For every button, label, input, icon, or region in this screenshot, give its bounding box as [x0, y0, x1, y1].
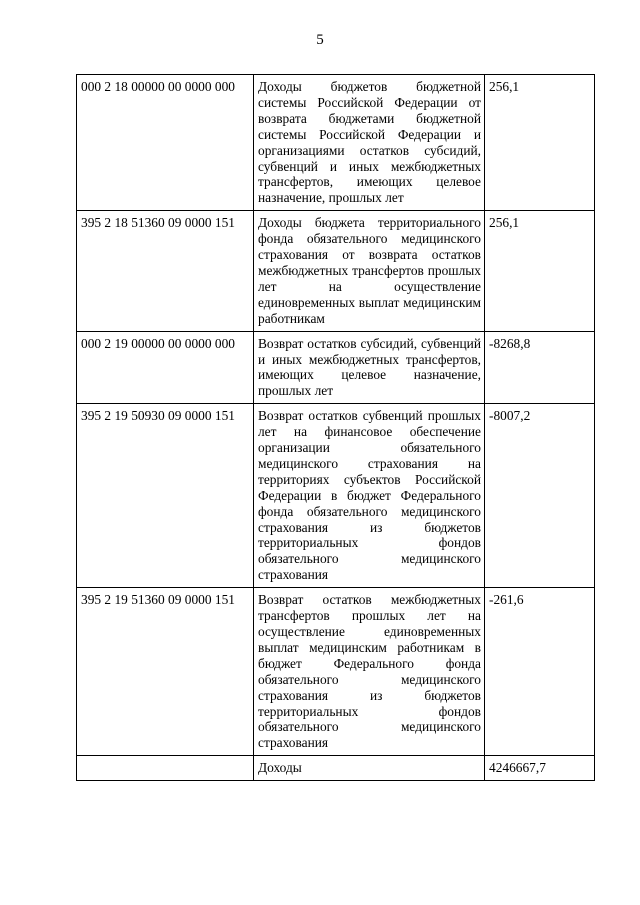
table-row — [77, 404, 595, 588]
budget-code: 000 2 19 00000 00 0000 000 — [77, 331, 254, 404]
budget-code — [77, 756, 254, 781]
budget-code: 000 2 18 00000 00 0000 000 — [77, 75, 254, 211]
table-row — [77, 331, 595, 404]
revenue-table — [76, 74, 595, 781]
revenue-name: Возврат остатков субсидий, субвенций и иных межбюджетных трансфертов, имеющих целевое назначение, прошлых лет — [254, 331, 485, 404]
revenue-name: Доходы бюджетов бюджетной системы Российской Федерации от возврата бюджетами бюджетной системы Российской Федерации и организациями остатков субсидий, субвенций и иных межбюджетных трансфертов, имеющих целевое назначение, прошлых лет — [254, 75, 485, 211]
amount: -261,6 — [485, 588, 595, 756]
page-number: 5 — [316, 32, 324, 48]
amount: 4246667,7 — [485, 756, 595, 781]
table-row — [77, 211, 595, 331]
table-row-total — [77, 756, 595, 781]
amount: 256,1 — [485, 75, 595, 211]
amount: -8007,2 — [485, 404, 595, 588]
table-row — [77, 75, 595, 211]
amount: 256,1 — [485, 211, 595, 331]
revenue-name: Возврат остатков межбюджетных трансфертов прошлых лет на осуществление единовременных выплат медицинским работникам в бюджет Федерального фонда обязательного медицинского страхования из бюджетов территориальных фондов обязательного медицинского страхования — [254, 588, 485, 756]
revenue-name: Доходы — [254, 756, 485, 781]
budget-code: 395 2 19 51360 09 0000 151 — [77, 588, 254, 756]
amount: -8268,8 — [485, 331, 595, 404]
revenue-name: Доходы бюджета территориального фонда обязательного медицинского страхования от возврата остатков межбюджетных трансфертов прошлых лет на осуществление единовременных выплат медицинским работникам — [254, 211, 485, 331]
table-row — [77, 588, 595, 756]
budget-code: 395 2 18 51360 09 0000 151 — [77, 211, 254, 331]
budget-code: 395 2 19 50930 09 0000 151 — [77, 404, 254, 588]
revenue-name: Возврат остатков субвенций прошлых лет на финансовое обеспечение организации обязательного медицинского страхования на территориях субъектов Российской Федерации в бюджет Федерального фонда обязательного медицинского страхования из бюджетов территориальных фондов обязательного медицинского страхования — [254, 404, 485, 588]
